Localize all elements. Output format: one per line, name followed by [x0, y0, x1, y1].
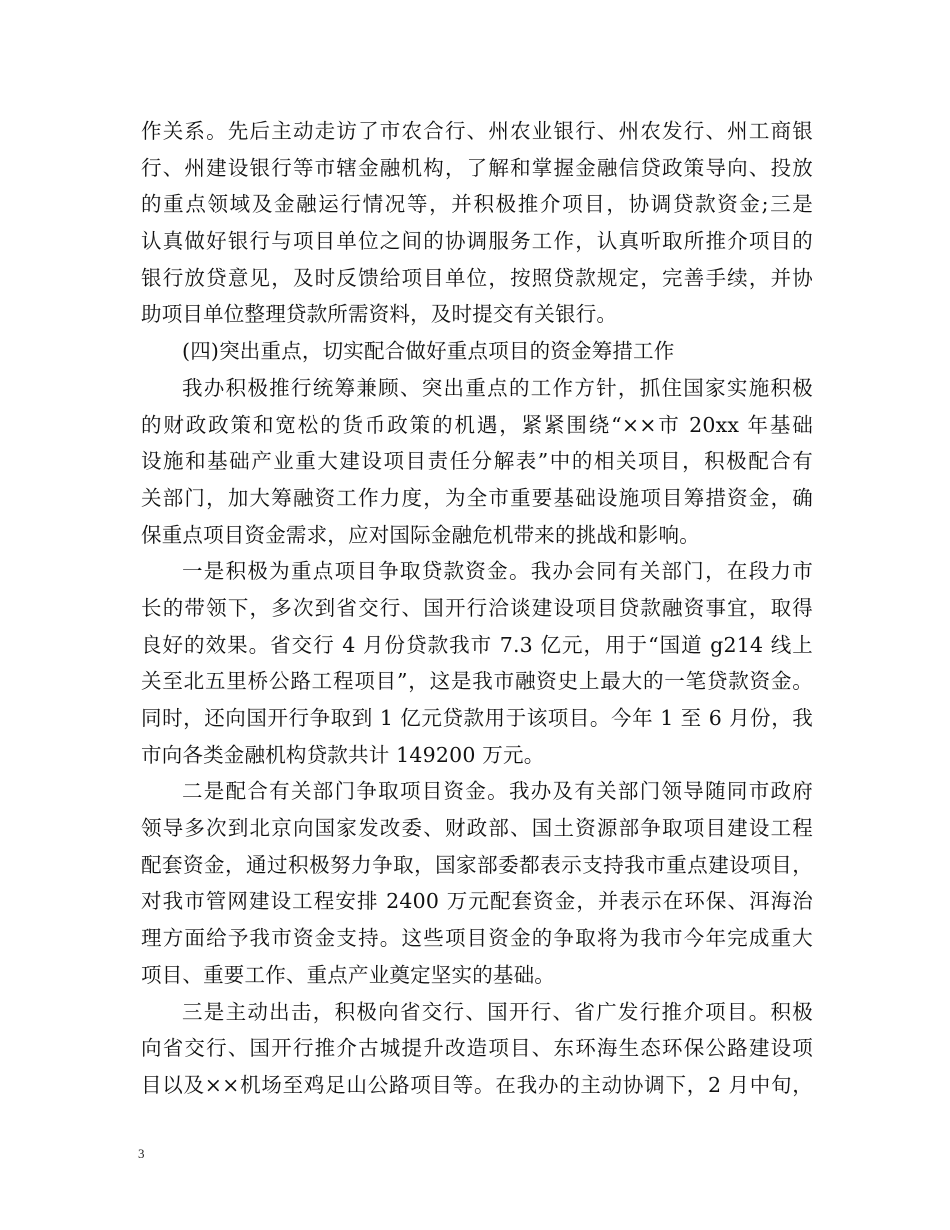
text-line: 银行放贷意见，及时反馈给项目单位，按照贷款规定，完善手续，并协	[141, 265, 813, 290]
section-heading: (四)突出重点，切实配合做好重点项目的资金筹措工作	[182, 339, 675, 364]
text-line: 良好的效果。省交行 4 月份贷款我市 7.3 亿元，用于“国道 g214 线上	[141, 632, 813, 657]
text-line: 的重点领域及金融运行情况等，并积极推介项目，协调贷款资金;三是	[141, 192, 813, 217]
text-line: 认真做好银行与项目单位之间的协调服务工作，认真听取所推介项目的	[141, 229, 813, 254]
text-line: 同时，还向国开行争取到 1 亿元贷款用于该项目。今年 1 至 6 月份，我	[141, 706, 813, 730]
text-line: 关至北五里桥公路工程项目”，这是我市融资史上最大的一笔贷款资金。	[141, 669, 813, 694]
text-line: 目以及××机场至鸡足山公路项目等。在我办的主动协调下，2 月中旬，	[141, 1072, 813, 1097]
text-line: 领导多次到北京向国家发改委、财政部、国土资源部争取项目建设工程	[141, 816, 813, 841]
text-line: 对我市管网建设工程安排 2400 万元配套资金，并表示在环保、洱海治	[141, 889, 813, 914]
text-line: 三是主动出击，积极向省交行、国开行、省广发行推介项目。积极	[182, 999, 813, 1024]
text-line: 作关系。先后主动走访了市农合行、州农业银行、州农发行、州工商银	[141, 119, 813, 143]
text-line: 配套资金，通过积极努力争取，国家部委都表示支持我市重点建设项目，	[141, 852, 813, 877]
text-line: 一是积极为重点项目争取贷款资金。我办会同有关部门，在段力市	[182, 559, 813, 584]
text-line: 市向各类金融机构贷款共计 149200 万元。	[141, 742, 545, 767]
text-line: 理方面给予我市资金支持。这些项目资金的争取将为我市今年完成重大	[141, 926, 813, 951]
text-line: 的财政政策和宽松的货币政策的机遇，紧紧围绕“××市 20xx 年基础	[141, 412, 813, 437]
text-line: 长的带领下，多次到省交行、国开行洽谈建设项目贷款融资事宜，取得	[141, 595, 813, 620]
text-line: 保重点项目资金需求，应对国际金融危机带来的挑战和影响。	[141, 522, 700, 547]
text-line: 项目、重要工作、重点产业奠定坚实的基础。	[141, 962, 555, 987]
text-line: 二是配合有关部门争取项目资金。我办及有关部门领导随同市政府	[182, 779, 813, 804]
text-line: 助项目单位整理贷款所需资料，及时提交有关银行。	[141, 302, 618, 327]
body-text	[141, 113, 813, 1104]
text-line: 向省交行、国开行推介古城提升改造项目、东环海生态环保公路建设项	[141, 1036, 813, 1061]
page-number: 3	[138, 1146, 145, 1161]
text-line: 我办积极推行统筹兼顾、突出重点的工作方针，抓住国家实施积极	[182, 375, 813, 400]
text-line: 关部门，加大筹融资工作力度，为全市重要基础设施项目筹措资金，确	[141, 485, 813, 510]
text-line: 行、州建设银行等市辖金融机构，了解和掌握金融信贷政策导向、投放	[141, 155, 813, 180]
text-line: 设施和基础产业重大建设项目责任分解表”中的相关项目，积极配合有	[141, 449, 813, 474]
